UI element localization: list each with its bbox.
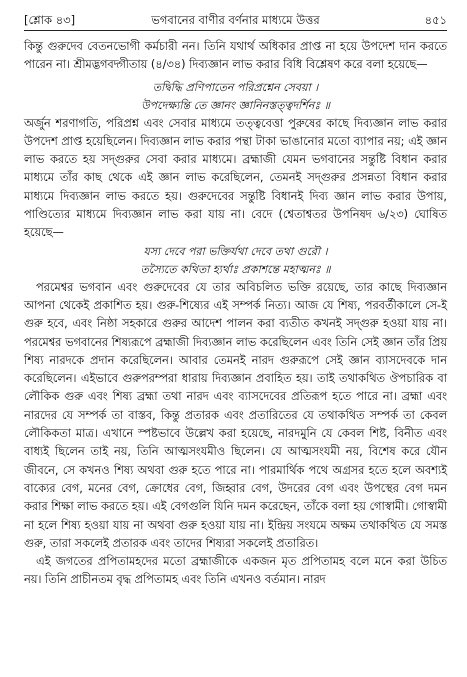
verse-line: তদ্বিদ্ধি প্রণিপাতেন পরিপ্রশ্নেন সেবয়া ।	[152, 80, 319, 94]
body-paragraph: কিন্তু গুরুদেব বেতনভোগী কর্মচারী নন। তিনি যথার্থ অধিকার প্রাপ্ত না হয়ে উপদেশ দান করতে পারেন না। শ্রীমদ্ভগবদ্গীতায় (৪/৩৪) দিব্যজ্ঞান লাভ করার বিধি বিশ্লেষণ করে বলা হয়েছে—	[24, 40, 447, 72]
chapter-running-title: ভগবানের বাণীর বর্ণনার মাধ্যমে উত্তর	[151, 13, 320, 27]
verse-line: উপদেক্ষ্যন্তি তে জ্ঞানং জ্ঞানিনস্তত্ত্বদর্শিনঃ ॥	[141, 98, 330, 112]
page-body	[24, 38, 447, 590]
verse-line: যস্য দেবে পরা ভক্তির্যথা দেবে তথা গুরৌ ।	[143, 244, 328, 258]
body-paragraph: অর্জুন শরণাগতি, পরিপ্রশ্ন এবং সেবার মাধ্যমে তত্ত্ববেত্তা পুরুষের কাছে দিব্যজ্ঞান লাভ করার উপদেশ প্রাপ্ত হয়েছিলেন। দিব্যজ্ঞান লাভ করার পন্থা টাকা ভাঙানোর মতো ব্যাপার নয়; এই জ্ঞান লাভ করতে হয় সদ্গুরুর সেবা করার মাধ্যমে। ব্রহ্মাজী যেমন ভগবানের সন্তুষ্টি বিধান করার মাধ্যমে তাঁর কাছ থেকে এই জ্ঞান লাভ করেছিলেন, তেমনই সদ্গুরুর প্রসন্নতা বিধান করার মাধ্যমে দিব্যজ্ঞান লাভ করতে হয়। গুরুদেবের সন্তুষ্টি বিধানই দিব্য জ্ঞান লাভ করার উপায়, পাণ্ডিত্যের মাধ্যমে দিব্যজ্ঞান লাভ করা যায় না। বেদে (শ্বেতাশ্বতর উপনিষদ ৬/২৩) ঘোষিত হয়েছে—	[24, 116, 447, 240]
verse-reference: [শ্লোক ৪৩]	[24, 13, 76, 27]
page-number: ৪৫১	[424, 13, 447, 27]
body-paragraph: পরমেশ্বর ভগবান এবং গুরুদেবের যে তার অবিচলিত ভক্তি রয়েছে, তার কাছে দিব্যজ্ঞান আপনা থেকেই প্রকাশিত হয়। গুরু-শিষ্যের এই সম্পর্ক নিত্য। আজ যে শিষ্য, পরবর্তীকালে সে-ই গুরু হবে, এবং নিষ্ঠা সহকারে গুরুর আদেশ পালন করা ব্যতীত কখনই সদ্গুরু হওয়া যায় না। পরমেশ্বর ভগবানের শিষ্যরূপে ব্রহ্মাজী দিব্যজ্ঞান লাভ করেছিলেন এবং তিনি সেই জ্ঞান তাঁর প্রিয় শিষ্য নারদকে প্রদান করেছিলেন। আবার তেমনই নারদ গুরুরূপে সেই জ্ঞান ব্যাসদেবকে দান করেছিলেন। এইভাবে গুরুপরম্পরা ধারায় দিব্যজ্ঞান প্রবাহিত হয়। তাই তথাকথিত ঔপচারিক বা লৌকিক গুরু এবং শিষ্য ব্রহ্মা তথা নারদ এবং ব্যাসদেবের প্রতিরূপ হতে পারে না। ব্রহ্মা এবং নারদের যে সম্পর্ক তা বাস্তব, কিন্তু প্রতারক এবং প্রতারিতের যে তথাকথিত সম্পর্ক তা কেবল লৌকিকতা মাত্র। এখানে স্পষ্টভাবে উল্লেখ করা হয়েছে, নারদমুনি যে কেবল শিষ্ট, বিনীত এবং বাধ্যই ছিলেন তাই নয়, তিনি আত্মসংযমীও ছিলেন। যে আত্মসংযমী নয়, বিশেষ করে যৌন জীবনে, সে কখনও শিষ্য অথবা গুরু হতে পারে না। পারমার্থিক পথে অগ্রসর হতে হলে অবশ্যই বাক্যের বেগ, মনের বেগ, ক্রোধের বেগ, জিহ্বার বেগ, উদরের বেগ এবং উপস্থের বেগ দমন করার শিক্ষা লাভ করতে হয়। এই বেগগুলি যিনি দমন করেছেন, তাঁকে বলা হয় গোস্বামী। গোস্বামী না হলে শিষ্য হওয়া যায় না অথবা গুরু হওয়া যায় না। ইন্দ্রিয় সংযমে অক্ষম তথাকথিত যে সমস্ত গুরু, তারা সকলেই প্রতারক এবং তাদের শিষ্যরা সকলেই প্রতারিত।	[24, 280, 447, 550]
body-paragraph: এই জগতের প্রপিতামহদের মতো ব্রহ্মাজীকে একজন মৃত প্রপিতামহ বলে মনে করা উচিত নয়। তিনি প্রাচীনতম বৃদ্ধ প্রপিতামহ এবং তিনি এখনও বর্তমান। নারদ	[24, 555, 447, 587]
verse-line: তস্যৈতে কথিতা হ্যর্থাঃ প্রকাশন্তে মহাত্মনঃ ॥	[140, 262, 331, 276]
page-header	[24, 10, 447, 31]
